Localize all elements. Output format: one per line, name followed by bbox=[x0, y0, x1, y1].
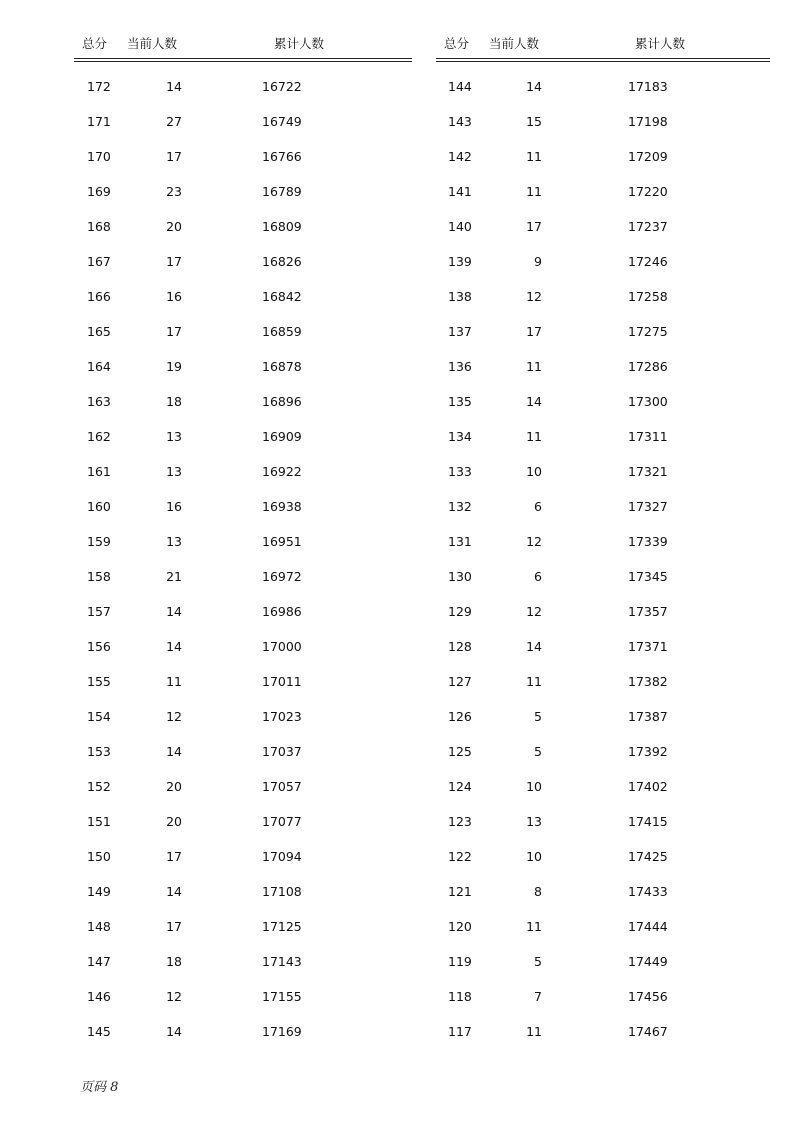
table-row bbox=[436, 671, 770, 706]
table-row bbox=[436, 811, 770, 846]
cell-current-count: 10 bbox=[526, 779, 542, 794]
cell-cumulative-count: 17433 bbox=[628, 884, 668, 899]
cell-cumulative-count: 17037 bbox=[262, 744, 302, 759]
table-row bbox=[436, 566, 770, 601]
cell-current-count: 14 bbox=[166, 604, 182, 619]
cell-cumulative-count: 17300 bbox=[628, 394, 668, 409]
cell-current-count: 12 bbox=[166, 709, 182, 724]
cell-cumulative-count: 17094 bbox=[262, 849, 302, 864]
cell-cumulative-count: 17467 bbox=[628, 1024, 668, 1039]
cell-current-count: 13 bbox=[166, 534, 182, 549]
cell-current-count: 23 bbox=[166, 184, 182, 199]
cell-cumulative-count: 16789 bbox=[262, 184, 302, 199]
cell-current-count: 10 bbox=[526, 464, 542, 479]
cell-cumulative-count: 17258 bbox=[628, 289, 668, 304]
cell-score: 167 bbox=[87, 254, 111, 269]
table-row bbox=[436, 951, 770, 986]
cell-score: 145 bbox=[87, 1024, 111, 1039]
cell-current-count: 11 bbox=[166, 674, 182, 689]
cell-score: 132 bbox=[448, 499, 472, 514]
cell-current-count: 12 bbox=[526, 604, 542, 619]
header-score: 总分 bbox=[444, 36, 470, 51]
cell-score: 118 bbox=[448, 989, 472, 1004]
table-row bbox=[436, 216, 770, 251]
cell-cumulative-count: 16859 bbox=[262, 324, 302, 339]
cell-current-count: 11 bbox=[526, 149, 542, 164]
table-row bbox=[436, 181, 770, 216]
table-row bbox=[436, 986, 770, 1021]
cell-cumulative-count: 16938 bbox=[262, 499, 302, 514]
page-number: 页码 8 bbox=[80, 1080, 119, 1095]
cell-current-count: 6 bbox=[534, 499, 542, 514]
table-row bbox=[436, 741, 770, 776]
table-row bbox=[436, 251, 770, 286]
cell-current-count: 17 bbox=[166, 324, 182, 339]
cell-current-count: 18 bbox=[166, 954, 182, 969]
table-row bbox=[436, 881, 770, 916]
table-row bbox=[74, 671, 412, 706]
cell-cumulative-count: 17169 bbox=[262, 1024, 302, 1039]
cell-current-count: 14 bbox=[166, 1024, 182, 1039]
cell-cumulative-count: 17077 bbox=[262, 814, 302, 829]
cell-score: 158 bbox=[87, 569, 111, 584]
cell-cumulative-count: 17198 bbox=[628, 114, 668, 129]
table-row bbox=[74, 321, 412, 356]
cell-current-count: 5 bbox=[534, 954, 542, 969]
cell-cumulative-count: 17011 bbox=[262, 674, 302, 689]
cell-cumulative-count: 17108 bbox=[262, 884, 302, 899]
cell-score: 146 bbox=[87, 989, 111, 1004]
header-current-count: 当前人数 bbox=[489, 36, 540, 51]
table-row bbox=[74, 251, 412, 286]
cell-cumulative-count: 16896 bbox=[262, 394, 302, 409]
cell-current-count: 12 bbox=[526, 289, 542, 304]
cell-current-count: 13 bbox=[166, 429, 182, 444]
cell-current-count: 13 bbox=[526, 814, 542, 829]
cell-cumulative-count: 16951 bbox=[262, 534, 302, 549]
cell-current-count: 14 bbox=[526, 394, 542, 409]
cell-score: 148 bbox=[87, 919, 111, 934]
cell-current-count: 14 bbox=[166, 884, 182, 899]
table-row bbox=[74, 531, 412, 566]
cell-score: 172 bbox=[87, 79, 111, 94]
cell-score: 170 bbox=[87, 149, 111, 164]
cell-current-count: 17 bbox=[166, 849, 182, 864]
cell-current-count: 14 bbox=[526, 639, 542, 654]
table-row bbox=[436, 601, 770, 636]
table-row bbox=[436, 286, 770, 321]
cell-current-count: 7 bbox=[534, 989, 542, 1004]
cell-cumulative-count: 17327 bbox=[628, 499, 668, 514]
table-row bbox=[436, 916, 770, 951]
header-current-count: 当前人数 bbox=[127, 36, 178, 51]
header-cumulative-count: 累计人数 bbox=[635, 36, 686, 51]
table-row bbox=[74, 146, 412, 181]
cell-cumulative-count: 16809 bbox=[262, 219, 302, 234]
table-row bbox=[74, 951, 412, 986]
table-row bbox=[74, 356, 412, 391]
table-row bbox=[436, 111, 770, 146]
table-row bbox=[74, 566, 412, 601]
cell-current-count: 11 bbox=[526, 1024, 542, 1039]
cell-score: 156 bbox=[87, 639, 111, 654]
cell-cumulative-count: 17444 bbox=[628, 919, 668, 934]
cell-score: 153 bbox=[87, 744, 111, 759]
cell-cumulative-count: 17382 bbox=[628, 674, 668, 689]
cell-cumulative-count: 17311 bbox=[628, 429, 668, 444]
cell-current-count: 6 bbox=[534, 569, 542, 584]
cell-score: 147 bbox=[87, 954, 111, 969]
cell-current-count: 27 bbox=[166, 114, 182, 129]
score-table-right bbox=[436, 30, 770, 1039]
cell-score: 149 bbox=[87, 884, 111, 899]
cell-current-count: 11 bbox=[526, 359, 542, 374]
cell-current-count: 11 bbox=[526, 429, 542, 444]
cell-cumulative-count: 17339 bbox=[628, 534, 668, 549]
cell-cumulative-count: 17286 bbox=[628, 359, 668, 374]
cell-score: 123 bbox=[448, 814, 472, 829]
cell-current-count: 17 bbox=[166, 254, 182, 269]
cell-cumulative-count: 17125 bbox=[262, 919, 302, 934]
table-row bbox=[436, 496, 770, 531]
table-row bbox=[436, 706, 770, 741]
table-row bbox=[74, 986, 412, 1021]
cell-current-count: 18 bbox=[166, 394, 182, 409]
cell-cumulative-count: 17392 bbox=[628, 744, 668, 759]
cell-score: 131 bbox=[448, 534, 472, 549]
cell-current-count: 17 bbox=[526, 324, 542, 339]
table-row bbox=[436, 531, 770, 566]
cell-score: 141 bbox=[448, 184, 472, 199]
cell-current-count: 20 bbox=[166, 779, 182, 794]
score-table-left bbox=[74, 30, 412, 1039]
cell-current-count: 11 bbox=[526, 919, 542, 934]
table-body-left bbox=[74, 76, 412, 1056]
cell-score: 143 bbox=[448, 114, 472, 129]
cell-cumulative-count: 16826 bbox=[262, 254, 302, 269]
table-row bbox=[436, 636, 770, 671]
cell-score: 171 bbox=[87, 114, 111, 129]
cell-score: 164 bbox=[87, 359, 111, 374]
table-header-right bbox=[436, 30, 770, 54]
cell-score: 134 bbox=[448, 429, 472, 444]
cell-current-count: 8 bbox=[534, 884, 542, 899]
table-row bbox=[74, 636, 412, 671]
table-row bbox=[74, 496, 412, 531]
table-row bbox=[74, 916, 412, 951]
header-divider bbox=[74, 58, 412, 62]
cell-score: 168 bbox=[87, 219, 111, 234]
cell-score: 144 bbox=[448, 79, 472, 94]
cell-cumulative-count: 17402 bbox=[628, 779, 668, 794]
table-row bbox=[74, 216, 412, 251]
cell-score: 169 bbox=[87, 184, 111, 199]
cell-score: 161 bbox=[87, 464, 111, 479]
cell-current-count: 14 bbox=[166, 639, 182, 654]
cell-score: 133 bbox=[448, 464, 472, 479]
cell-current-count: 13 bbox=[166, 464, 182, 479]
cell-score: 124 bbox=[448, 779, 472, 794]
cell-current-count: 17 bbox=[526, 219, 542, 234]
table-row bbox=[74, 111, 412, 146]
cell-cumulative-count: 17275 bbox=[628, 324, 668, 339]
cell-cumulative-count: 16986 bbox=[262, 604, 302, 619]
cell-score: 157 bbox=[87, 604, 111, 619]
cell-score: 122 bbox=[448, 849, 472, 864]
cell-current-count: 16 bbox=[166, 499, 182, 514]
cell-cumulative-count: 17371 bbox=[628, 639, 668, 654]
cell-cumulative-count: 17237 bbox=[628, 219, 668, 234]
cell-current-count: 14 bbox=[166, 79, 182, 94]
cell-cumulative-count: 17387 bbox=[628, 709, 668, 724]
cell-score: 129 bbox=[448, 604, 472, 619]
cell-score: 125 bbox=[448, 744, 472, 759]
table-row bbox=[74, 391, 412, 426]
cell-current-count: 9 bbox=[534, 254, 542, 269]
cell-cumulative-count: 17183 bbox=[628, 79, 668, 94]
cell-cumulative-count: 16972 bbox=[262, 569, 302, 584]
cell-score: 121 bbox=[448, 884, 472, 899]
cell-cumulative-count: 16922 bbox=[262, 464, 302, 479]
cell-current-count: 12 bbox=[166, 989, 182, 1004]
cell-current-count: 21 bbox=[166, 569, 182, 584]
cell-score: 127 bbox=[448, 674, 472, 689]
cell-score: 165 bbox=[87, 324, 111, 339]
cell-cumulative-count: 17155 bbox=[262, 989, 302, 1004]
table-row bbox=[436, 846, 770, 881]
table-row bbox=[74, 1021, 412, 1056]
cell-score: 130 bbox=[448, 569, 472, 584]
table-row bbox=[74, 846, 412, 881]
table-row bbox=[436, 461, 770, 496]
cell-score: 154 bbox=[87, 709, 111, 724]
cell-score: 138 bbox=[448, 289, 472, 304]
cell-current-count: 20 bbox=[166, 219, 182, 234]
cell-cumulative-count: 16909 bbox=[262, 429, 302, 444]
cell-cumulative-count: 17220 bbox=[628, 184, 668, 199]
table-row bbox=[74, 461, 412, 496]
cell-score: 162 bbox=[87, 429, 111, 444]
cell-score: 135 bbox=[448, 394, 472, 409]
table-row bbox=[436, 776, 770, 811]
cell-score: 120 bbox=[448, 919, 472, 934]
cell-score: 159 bbox=[87, 534, 111, 549]
table-row bbox=[74, 601, 412, 636]
cell-score: 117 bbox=[448, 1024, 472, 1039]
table-row bbox=[74, 881, 412, 916]
cell-cumulative-count: 17415 bbox=[628, 814, 668, 829]
cell-score: 126 bbox=[448, 709, 472, 724]
cell-current-count: 20 bbox=[166, 814, 182, 829]
table-row bbox=[74, 811, 412, 846]
cell-cumulative-count: 17321 bbox=[628, 464, 668, 479]
table-row bbox=[74, 181, 412, 216]
table-row bbox=[436, 426, 770, 461]
cell-cumulative-count: 16842 bbox=[262, 289, 302, 304]
table-row bbox=[436, 356, 770, 391]
cell-current-count: 16 bbox=[166, 289, 182, 304]
cell-score: 128 bbox=[448, 639, 472, 654]
cell-score: 140 bbox=[448, 219, 472, 234]
table-row bbox=[436, 391, 770, 426]
cell-current-count: 5 bbox=[534, 709, 542, 724]
table-header-left bbox=[74, 30, 412, 54]
cell-cumulative-count: 17023 bbox=[262, 709, 302, 724]
cell-cumulative-count: 16878 bbox=[262, 359, 302, 374]
cell-score: 119 bbox=[448, 954, 472, 969]
cell-current-count: 14 bbox=[166, 744, 182, 759]
cell-current-count: 14 bbox=[526, 79, 542, 94]
table-row bbox=[436, 146, 770, 181]
header-divider bbox=[436, 58, 770, 62]
cell-score: 155 bbox=[87, 674, 111, 689]
cell-score: 142 bbox=[448, 149, 472, 164]
table-row bbox=[74, 286, 412, 321]
cell-current-count: 19 bbox=[166, 359, 182, 374]
cell-cumulative-count: 17246 bbox=[628, 254, 668, 269]
cell-score: 137 bbox=[448, 324, 472, 339]
cell-cumulative-count: 17143 bbox=[262, 954, 302, 969]
cell-cumulative-count: 16722 bbox=[262, 79, 302, 94]
cell-score: 160 bbox=[87, 499, 111, 514]
table-row bbox=[74, 776, 412, 811]
table-row bbox=[74, 426, 412, 461]
table-row bbox=[436, 321, 770, 356]
cell-current-count: 15 bbox=[526, 114, 542, 129]
table-row bbox=[74, 741, 412, 776]
cell-current-count: 5 bbox=[534, 744, 542, 759]
cell-current-count: 11 bbox=[526, 674, 542, 689]
cell-score: 163 bbox=[87, 394, 111, 409]
cell-current-count: 17 bbox=[166, 919, 182, 934]
cell-score: 152 bbox=[87, 779, 111, 794]
cell-cumulative-count: 17357 bbox=[628, 604, 668, 619]
table-row bbox=[436, 1021, 770, 1056]
cell-score: 151 bbox=[87, 814, 111, 829]
cell-score: 136 bbox=[448, 359, 472, 374]
cell-cumulative-count: 17456 bbox=[628, 989, 668, 1004]
cell-cumulative-count: 17057 bbox=[262, 779, 302, 794]
cell-cumulative-count: 17000 bbox=[262, 639, 302, 654]
cell-current-count: 12 bbox=[526, 534, 542, 549]
cell-cumulative-count: 17449 bbox=[628, 954, 668, 969]
cell-cumulative-count: 17345 bbox=[628, 569, 668, 584]
cell-score: 150 bbox=[87, 849, 111, 864]
table-row bbox=[74, 706, 412, 741]
cell-current-count: 17 bbox=[166, 149, 182, 164]
cell-cumulative-count: 16749 bbox=[262, 114, 302, 129]
cell-cumulative-count: 16766 bbox=[262, 149, 302, 164]
header-cumulative-count: 累计人数 bbox=[274, 36, 325, 51]
table-body-right bbox=[436, 76, 770, 1056]
table-row bbox=[436, 76, 770, 111]
cell-score: 139 bbox=[448, 254, 472, 269]
cell-current-count: 10 bbox=[526, 849, 542, 864]
header-score: 总分 bbox=[82, 36, 108, 51]
cell-current-count: 11 bbox=[526, 184, 542, 199]
cell-cumulative-count: 17425 bbox=[628, 849, 668, 864]
table-row bbox=[74, 76, 412, 111]
cell-cumulative-count: 17209 bbox=[628, 149, 668, 164]
cell-score: 166 bbox=[87, 289, 111, 304]
